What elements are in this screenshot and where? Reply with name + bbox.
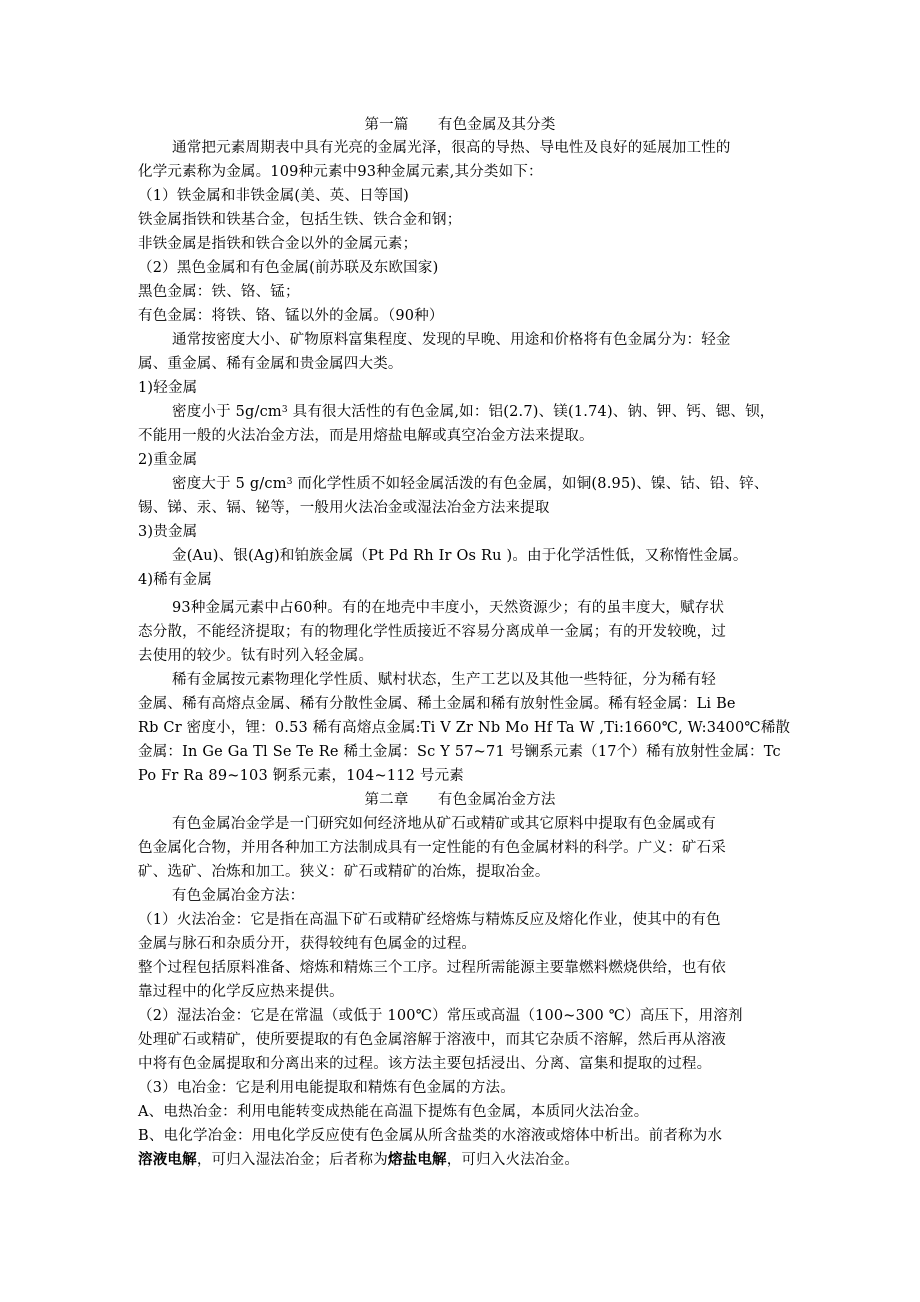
- paragraph-line: （3）电冶金：它是利用电能提取和精炼有色金属的方法。: [138, 1080, 515, 1096]
- paragraph-line: 金(Au)、银(Ag)和铂族金属（Pt Pd Rh Ir Os Ru )。由于化学活性低，又称惰性金属。: [172, 548, 748, 564]
- list-heading: （2）黑色金属和有色金属(前苏联及东欧国家): [138, 260, 439, 276]
- paragraph-line: （1）火法冶金：它是指在高温下矿石或精矿经熔炼与精炼反应及熔化作业，使其中的有色: [138, 912, 721, 928]
- paragraph-line: 锡、锑、汞、镉、铋等，一般用火法冶金或湿法冶金方法来提取: [138, 500, 550, 516]
- paragraph-line: 有色金属冶金学是一门研究如何经济地从矿石或精矿或其它原料中提取有色金属或有: [172, 816, 716, 832]
- paragraph-line: 密度大于 5 $g/cm^3$ 而化学性质不如轻金属活泼的有色金属，如铜(8.95)、镍、钴、铅、锌、: [172, 476, 769, 492]
- paragraph-line: 属、重金属、稀有金属和贵金属四大类。: [138, 356, 403, 372]
- paragraph-line: 有色金属冶金方法：: [172, 888, 305, 904]
- paragraph-line: 矿、选矿、冶炼和加工。狭义：矿石或精矿的冶炼，提取冶金。: [138, 864, 550, 880]
- paragraph-line: 溶液电解，可归入湿法冶金；后者称为熔盐电解，可归入火法冶金。: [138, 1151, 580, 1168]
- paragraph-line: 中将有色金属提取和分离出来的过程。该方法主要包括浸出、分离、富集和提取的过程。: [138, 1056, 712, 1072]
- paragraph-line: 金属、稀有高熔点金属、稀有分散性金属、稀土金属和稀有放射性金属。稀有轻金属：Li Be: [138, 696, 736, 712]
- paragraph-line: 化学元素称为金属。109种元素中93种金属元素,其分类如下：: [138, 164, 543, 180]
- chapter-heading-1: 第一篇 有色金属及其分类: [364, 117, 556, 133]
- paragraph-line: 靠过程中的化学反应热来提供。: [138, 984, 344, 1000]
- paragraph-line: 密度小于 $5g/cm^3$ 具有很大活性的有色金属,如：铝(2.7)、镁(1.74)、钠、钾、钙、锶、钡，: [172, 404, 775, 420]
- section-heading: 2)重金属: [138, 452, 198, 468]
- paragraph-line: 处理矿石或精矿，使所要提取的有色金属溶解于溶液中，而其它杂质不溶解，然后再从溶液: [138, 1032, 726, 1048]
- paragraph-line: Po Fr Ra 89~103 锕系元素，104~112 号元素: [138, 768, 465, 784]
- paragraph-line: 通常按密度大小、矿物原料富集程度、发现的早晚、用途和价格将有色金属分为：轻金: [172, 332, 731, 348]
- paragraph-line: Rb Cr 密度小，锂：0.53 稀有高熔点金属:Ti V Zr Nb Mo Hf Ta W ,Ti:1660℃, W:3400℃稀散: [138, 720, 791, 736]
- paragraph-line: 金属与脉石和杂质分开，获得较纯有色属金的过程。: [138, 936, 477, 952]
- bold-term: 熔盐电解: [387, 1151, 447, 1168]
- bold-term: 溶液电解: [138, 1151, 197, 1168]
- paragraph-line: 93种金属元素中占60种。有的在地壳中丰度小，天然资源少；有的虽丰度大，赋存状: [172, 600, 725, 616]
- list-heading: （1）铁金属和非铁金属(美、英、日等国): [138, 188, 410, 204]
- paragraph-line: 色金属化合物，并用各种加工方法制成具有一定性能的有色金属材料的科学。广义：矿石采: [138, 840, 726, 856]
- paragraph-line: B、电化学冶金：用电化学反应使有色金属从所含盐类的水溶液或熔体中析出。前者称为水: [138, 1128, 723, 1144]
- paragraph-line: 黑色金属：铁、铬、锰；: [138, 284, 300, 300]
- paragraph-line: （2）湿法冶金：它是在常温（或低于 100℃）常压或高温（100~300 ℃）高压下，用溶剂: [138, 1008, 743, 1024]
- paragraph-line: 有色金属：将铁、铬、锰以外的金属。（90种）: [138, 308, 444, 324]
- section-heading: 1)轻金属: [138, 380, 198, 396]
- paragraph-line: 态分散，不能经济提取；有的物理化学性质接近不容易分离成单一金属；有的开发较晚，过: [138, 624, 726, 640]
- chapter-heading-2: 第二章 有色金属冶金方法: [364, 792, 556, 808]
- paragraph-line: 去使用的较少。钛有时列入轻金属。: [138, 648, 374, 664]
- paragraph-line: 不能用一般的火法冶金方法，而是用熔盐电解或真空冶金方法来提取。: [138, 428, 594, 444]
- paragraph-line: 稀有金属按元素物理化学性质、赋村状态，生产工艺以及其他一些特征，分为稀有轻: [172, 672, 716, 688]
- paragraph-line: 非铁金属是指铁和铁合金以外的金属元素；: [138, 236, 418, 252]
- paragraph-line: 通常把元素周期表中具有光亮的金属光泽，很高的导热、导电性及良好的延展加工性的: [172, 140, 731, 156]
- paragraph-line: 整个过程包括原料准备、熔炼和精炼三个工序。过程所需能源主要靠燃料燃烧供给，也有依: [138, 960, 726, 976]
- section-heading: 4)稀有金属: [138, 572, 213, 588]
- paragraph-line: 金属：In Ge Ga Tl Se Te Re 稀土金属：Sc Y 57~71 号镧系元素（17个）稀有放射性金属：Tc: [138, 744, 781, 760]
- paragraph-line: 铁金属指铁和铁基合金，包括生铁、铁合金和钢；: [138, 212, 462, 228]
- paragraph-line: A、电热冶金：利用电能转变成热能在高温下提炼有色金属，本质同火法冶金。: [138, 1104, 649, 1120]
- section-heading: 3)贵金属: [138, 524, 198, 540]
